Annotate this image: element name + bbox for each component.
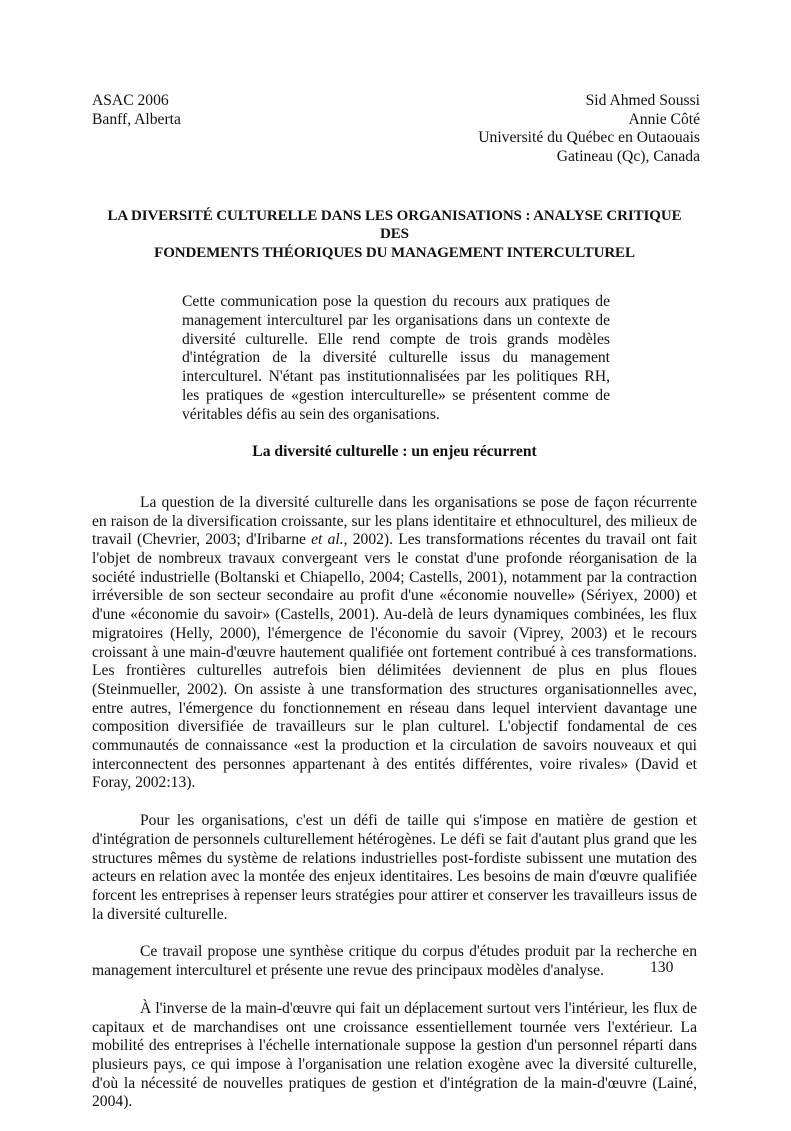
paragraph-1-italic: et al. [311, 531, 344, 549]
paragraph-2: Pour les organisations, c'est un défi de taille qui s'impose en matière de gestion et d'intégration de personnels culturellement hétérogènes. Le défi se fait d'autant plus grand que les structures mêmes du système de relations industrielles post-fordiste subissent une mutation des acteurs en relation avec la montée des enjeux identitaires. Les besoins de main d'œuvre qualifiée forcent les entreprises à repenser leurs stratégies pour attirer et conserver les travailleurs issus de la diversité culturelle. [92, 812, 697, 923]
author-2: Annie Côté [628, 110, 700, 128]
paper-title-line-2: FONDEMENTS THÉORIQUES DU MANAGEMENT INTERCULTUREL [154, 244, 635, 261]
page-header [92, 92, 700, 167]
author-info [478, 92, 700, 167]
body-text [92, 494, 697, 1112]
page-number: 130 [650, 959, 674, 976]
section-heading: La diversité culturelle : un enjeu récurrent [252, 443, 537, 461]
conference-name: ASAC 2006 [92, 92, 169, 109]
paragraph-4: À l'inverse de la main-d'œuvre qui fait un déplacement surtout vers l'intérieur, les flux de capitaux et de marchandises ont une croissance essentiellement tournée vers l'extérieur. La mobilité des entreprises à l'échelle internationale suppose la gestion d'un personnel réparti dans plusieurs pays, ce qui impose à l'organisation une relation exogène avec la diversité culturelle, d'où la nécessité de nouvelles pratiques de gestion et d'intégration de la main-d'œuvre (Lainé, 2004). [92, 999, 697, 1111]
author-1: Sid Ahmed Soussi [585, 92, 700, 109]
conference-info [92, 92, 181, 129]
paragraph-1 [92, 494, 697, 793]
paper-title [92, 207, 697, 263]
conference-location: Banff, Alberta [92, 110, 181, 128]
author-affiliation: Université du Québec en Outaouais [478, 129, 700, 147]
document-page [92, 92, 700, 1131]
paper-title-line-1: LA DIVERSITÉ CULTURELLE DANS LES ORGANISATIONS : ANALYSE CRITIQUE DES [107, 207, 682, 243]
paragraph-1-part-b: , 2002). Les transformations récentes du travail ont fait l'objet de nombreux travaux convergeant vers le constat d'une profonde réorganisation de la société industrielle (Boltanski et Chiapello, 2004; Castells, 2001), notamment par la contraction irréversible de son secteur secondaire au profit d'une «économie nouvelle» (Sériyex, 2000) et d'une «économie du savoir» (Castells, 2001). Au-delà de leurs dynamiques combinées, les flux migratoires (Helly, 2000), l'émergence de l'économie du savoir (Viprey, 2003) et le recours croissant à une main-d'œuvre hautement qualifiée ont fortement contribué à ces transformations. Les frontières culturelles autrefois bien délimitées deviennent de plus en plus floues (Steinmueller, 2002). On assiste à une transformation des structures organisationnelles avec, entre autres, l'émergence du fonctionnement en réseau dans lequel intervient davantage une composition diversifiée de travailleurs sur le plan culturel. L'objectif fondamental de ces communautés de connaissance «est la production et la circulation de savoirs nouveaux et qui interconnectent des personnes appartenant à des entités différentes, voire rivales» (David et Foray, 2002:13). [92, 531, 697, 792]
abstract: Cette communication pose la question du recours aux pratiques de management interculturel par les organisations dans un contexte de diversité culturelle. Elle rend compte de trois grands modèles d'intégration de la diversité culturelle issus du management interculturel. N'étant pas institutionnalisées par les politiques RH, les pratiques de «gestion interculturelle» se présentent comme de véritables défis au sein des organisations. [182, 293, 610, 423]
paragraph-3: Ce travail propose une synthèse critique du corpus d'études produit par la recherche en management interculturel et présente une revue des principaux modèles d'analyse. [92, 943, 697, 980]
author-location: Gatineau (Qc), Canada [556, 148, 700, 166]
paragraph-1-part-a: La question de la diversité culturelle dans les organisations se pose de façon récurrente en raison de la diversification croissante, sur les plans identitaire et ethnoculturel, des milieux de travail (Chevrier, 2003; d'Iribarne [92, 493, 697, 549]
